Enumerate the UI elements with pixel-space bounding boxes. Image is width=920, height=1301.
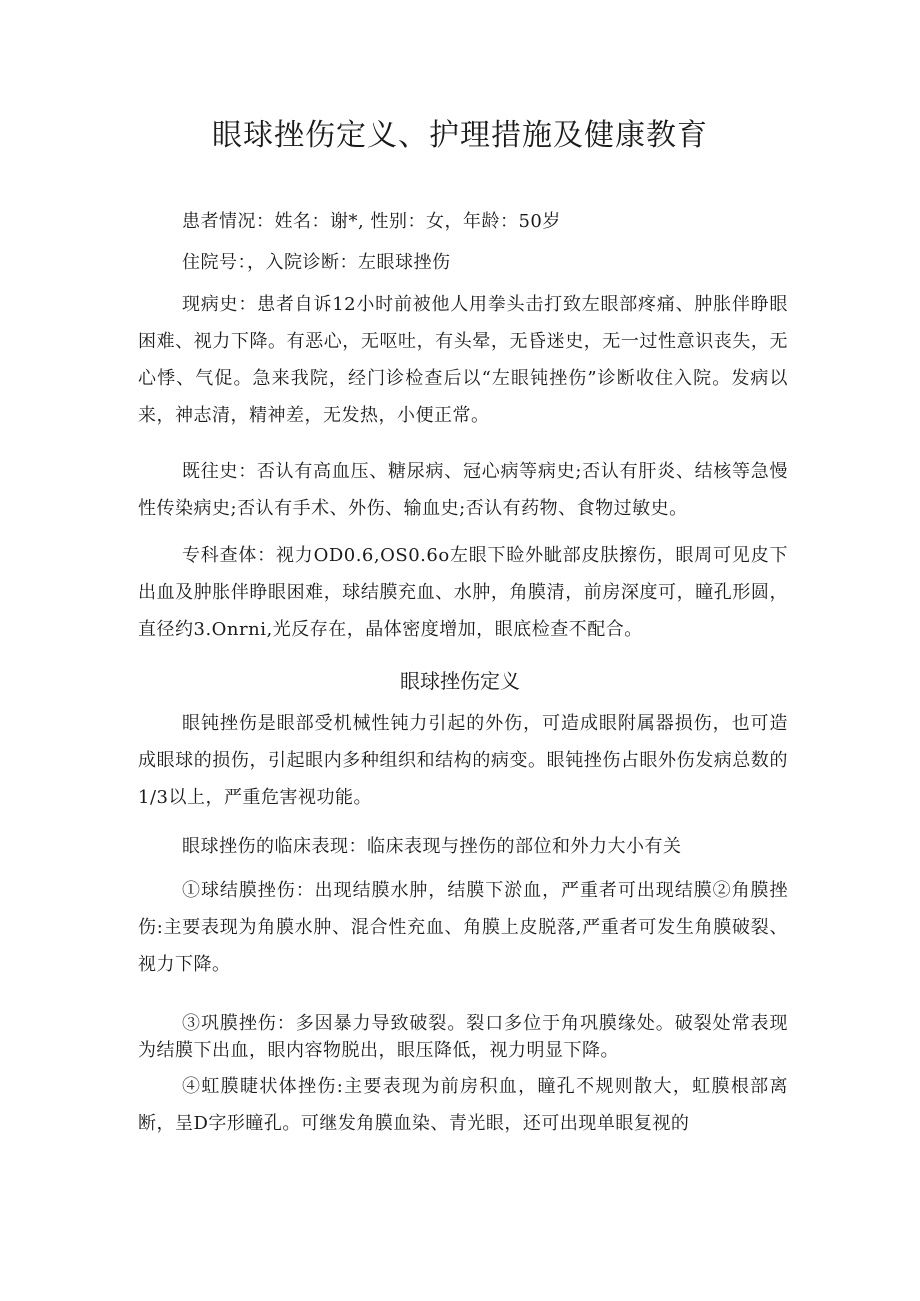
clinical-intro-paragraph: 眼球挫伤的临床表现：临床表现与挫伤的部位和外力大小有关 (182, 836, 682, 857)
item-4-paragraph: ④虹膜睫状体挫伤:主要表现为前房积血，瞳孔不规则散大，虹膜根部离断，呈D字形瞳孔。可继发角膜血染、青光眼，还可出现单眼复视的 (138, 1076, 788, 1134)
section-heading-definition: 眼球挫伤定义 (400, 669, 520, 693)
item-3-paragraph: ③巩膜挫伤：多因暴力导致破裂。裂口多位于角巩膜缘处。破裂处常表现为结膜下出血，眼内容物脱出，眼压降低，视力明显下降。 (138, 1013, 788, 1061)
admission-paragraph: 住院号：，入院诊断：左眼球挫伤 (182, 252, 451, 273)
past-history-paragraph: 既往史：否认有高血压、糖尿病、冠心病等病史;否认有肝炎、结核等急慢性传染病史;否认有手术、外伤、输血史;否认有药物、食物过敏史。 (138, 461, 788, 519)
patient-info-paragraph: 患者情况：姓名：谢*, 性别：女，年龄：50岁 (182, 211, 561, 232)
definition-paragraph: 眼钝挫伤是眼部受机械性钝力引起的外伤，可造成眼附属器损伤，也可造成眼球的损伤，引起眼内多种组织和结构的病变。眼钝挫伤占眼外伤发病总数的1/3以上，严重危害视功能。 (138, 713, 788, 808)
document-title: 眼球挫伤定义、护理措施及健康教育 (212, 118, 708, 153)
exam-paragraph: 专科查体：视力OD0.6,OS0.6o左眼下睑外眦部皮肤擦伤，眼周可见皮下出血及肿胀伴睁眼困难，球结膜充血、水肿，角膜清，前房深度可，瞳孔形圆，直径约3.Onrni,光反存在，晶体密度增加，眼底检查不配合。 (138, 545, 788, 640)
present-illness-paragraph: 现病史：患者自诉12小时前被他人用拳头击打致左眼部疼痛、肿胀伴睁眼困难、视力下降。有恶心，无呕吐，有头晕，无昏迷史，无一过性意识丧失，无心悸、气促。急来我院，经门诊检查后以“左眼钝挫伤”诊断收住入院。发病以来，神志清，精神差，无发热，小便正常。 (138, 294, 788, 426)
item-1-2-paragraph: ①球结膜挫伤：出现结膜水肿，结膜下淤血，严重者可出现结膜②角膜挫伤:主要表现为角膜水肿、混合性充血、角膜上皮脱落,严重者可发生角膜破裂、视力下降。 (138, 880, 788, 975)
